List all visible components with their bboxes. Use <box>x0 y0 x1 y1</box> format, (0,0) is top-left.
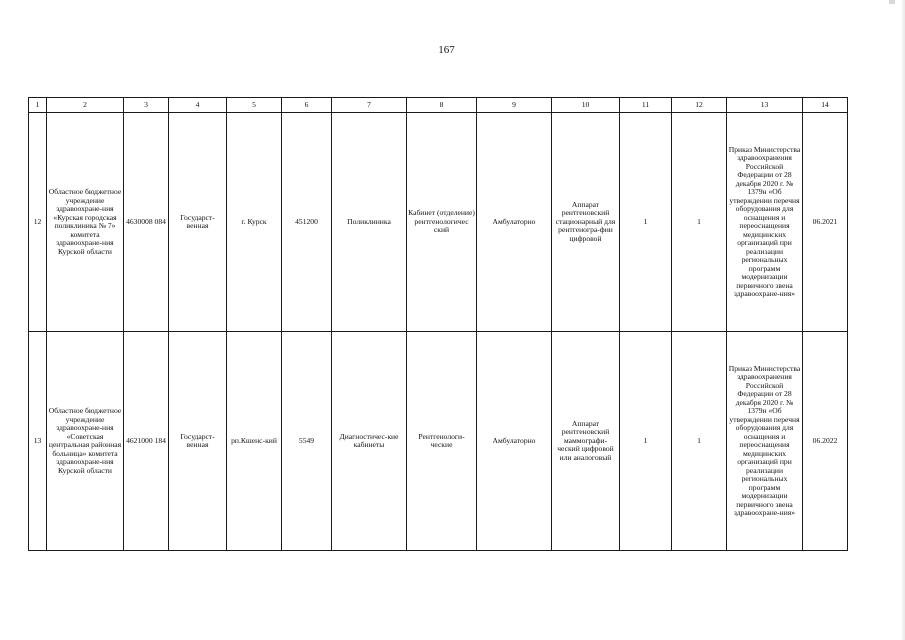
quantity-cell: 1 <box>672 332 727 551</box>
page-number: 167 <box>438 44 455 56</box>
column-header: 9 <box>477 98 552 113</box>
code-cell: 4630008 084 <box>124 113 169 332</box>
column-header: 4 <box>169 98 227 113</box>
organization-cell: Областное бюджетное учреждение здравоохране-ния «Советская центральная районная больница» комитета здравоохране-ния Курской области <box>47 332 124 551</box>
basis-cell: Приказ Министерства здравоохранения Российской Федерации от 28 декабря 2020 г. № 1379н «Об утверждении перечня оборудования для оснащения и переоснащения медицинских организаций при реализации региональных программ модернизации первичного звена здравоохране-ния» <box>727 332 803 551</box>
column-header: 2 <box>47 98 124 113</box>
row-number: 13 <box>29 332 47 551</box>
column-header: 7 <box>332 98 407 113</box>
column-header: 3 <box>124 98 169 113</box>
code-cell: 4621000 184 <box>124 332 169 551</box>
population-cell: 451200 <box>282 113 332 332</box>
column-header: 10 <box>552 98 620 113</box>
equipment-registry-table <box>28 97 848 551</box>
date-cell: 06.2021 <box>803 113 848 332</box>
locality-cell: г. Курск <box>227 113 282 332</box>
structural-unit-cell: Диагностичес-кие кабинеты <box>332 332 407 551</box>
column-header: 1 <box>29 98 47 113</box>
quantity-cell: 1 <box>620 113 672 332</box>
structural-unit-cell: Поликлиника <box>332 113 407 332</box>
ownership-cell: Государст-венная <box>169 113 227 332</box>
care-conditions-cell: Амбулаторно <box>477 332 552 551</box>
department-cell: Кабинет (отделение) рентгенологичес ский <box>407 113 477 332</box>
column-header: 12 <box>672 98 727 113</box>
quantity-cell: 1 <box>672 113 727 332</box>
column-header: 6 <box>282 98 332 113</box>
column-header: 13 <box>727 98 803 113</box>
table-row <box>29 332 848 551</box>
date-cell: 06.2022 <box>803 332 848 551</box>
column-header: 5 <box>227 98 282 113</box>
department-cell: Рентгенологи-ческие <box>407 332 477 551</box>
locality-cell: рп.Кшенс-кий <box>227 332 282 551</box>
ownership-cell: Государст-венная <box>169 332 227 551</box>
column-number-row <box>29 98 848 113</box>
basis-cell: Приказ Министерства здравоохранения Российской Федерации от 28 декабря 2020 г. № 1379н «Об утверждении перечня оборудования для оснащения и переоснащения медицинских организаций при реализации региональных программ модернизации первичного звена здравоохране-ния» <box>727 113 803 332</box>
equipment-cell: Аппарат рентгеновский стационарный для рентгеногра-фии цифровой <box>552 113 620 332</box>
table-row <box>29 113 848 332</box>
column-header: 8 <box>407 98 477 113</box>
quantity-cell: 1 <box>620 332 672 551</box>
column-header: 11 <box>620 98 672 113</box>
row-number: 12 <box>29 113 47 332</box>
care-conditions-cell: Амбулаторно <box>477 113 552 332</box>
scan-corner-mark <box>889 0 895 4</box>
column-header: 14 <box>803 98 848 113</box>
scan-edge-shadow <box>901 0 905 640</box>
population-cell: 5549 <box>282 332 332 551</box>
equipment-cell: Аппарат рентгеновский маммографи-ческий цифровой или аналоговый <box>552 332 620 551</box>
organization-cell: Областное бюджетное учреждение здравоохране-ния «Курская городская поликлиника № 7» комитета здравоохране-ния Курской области <box>47 113 124 332</box>
